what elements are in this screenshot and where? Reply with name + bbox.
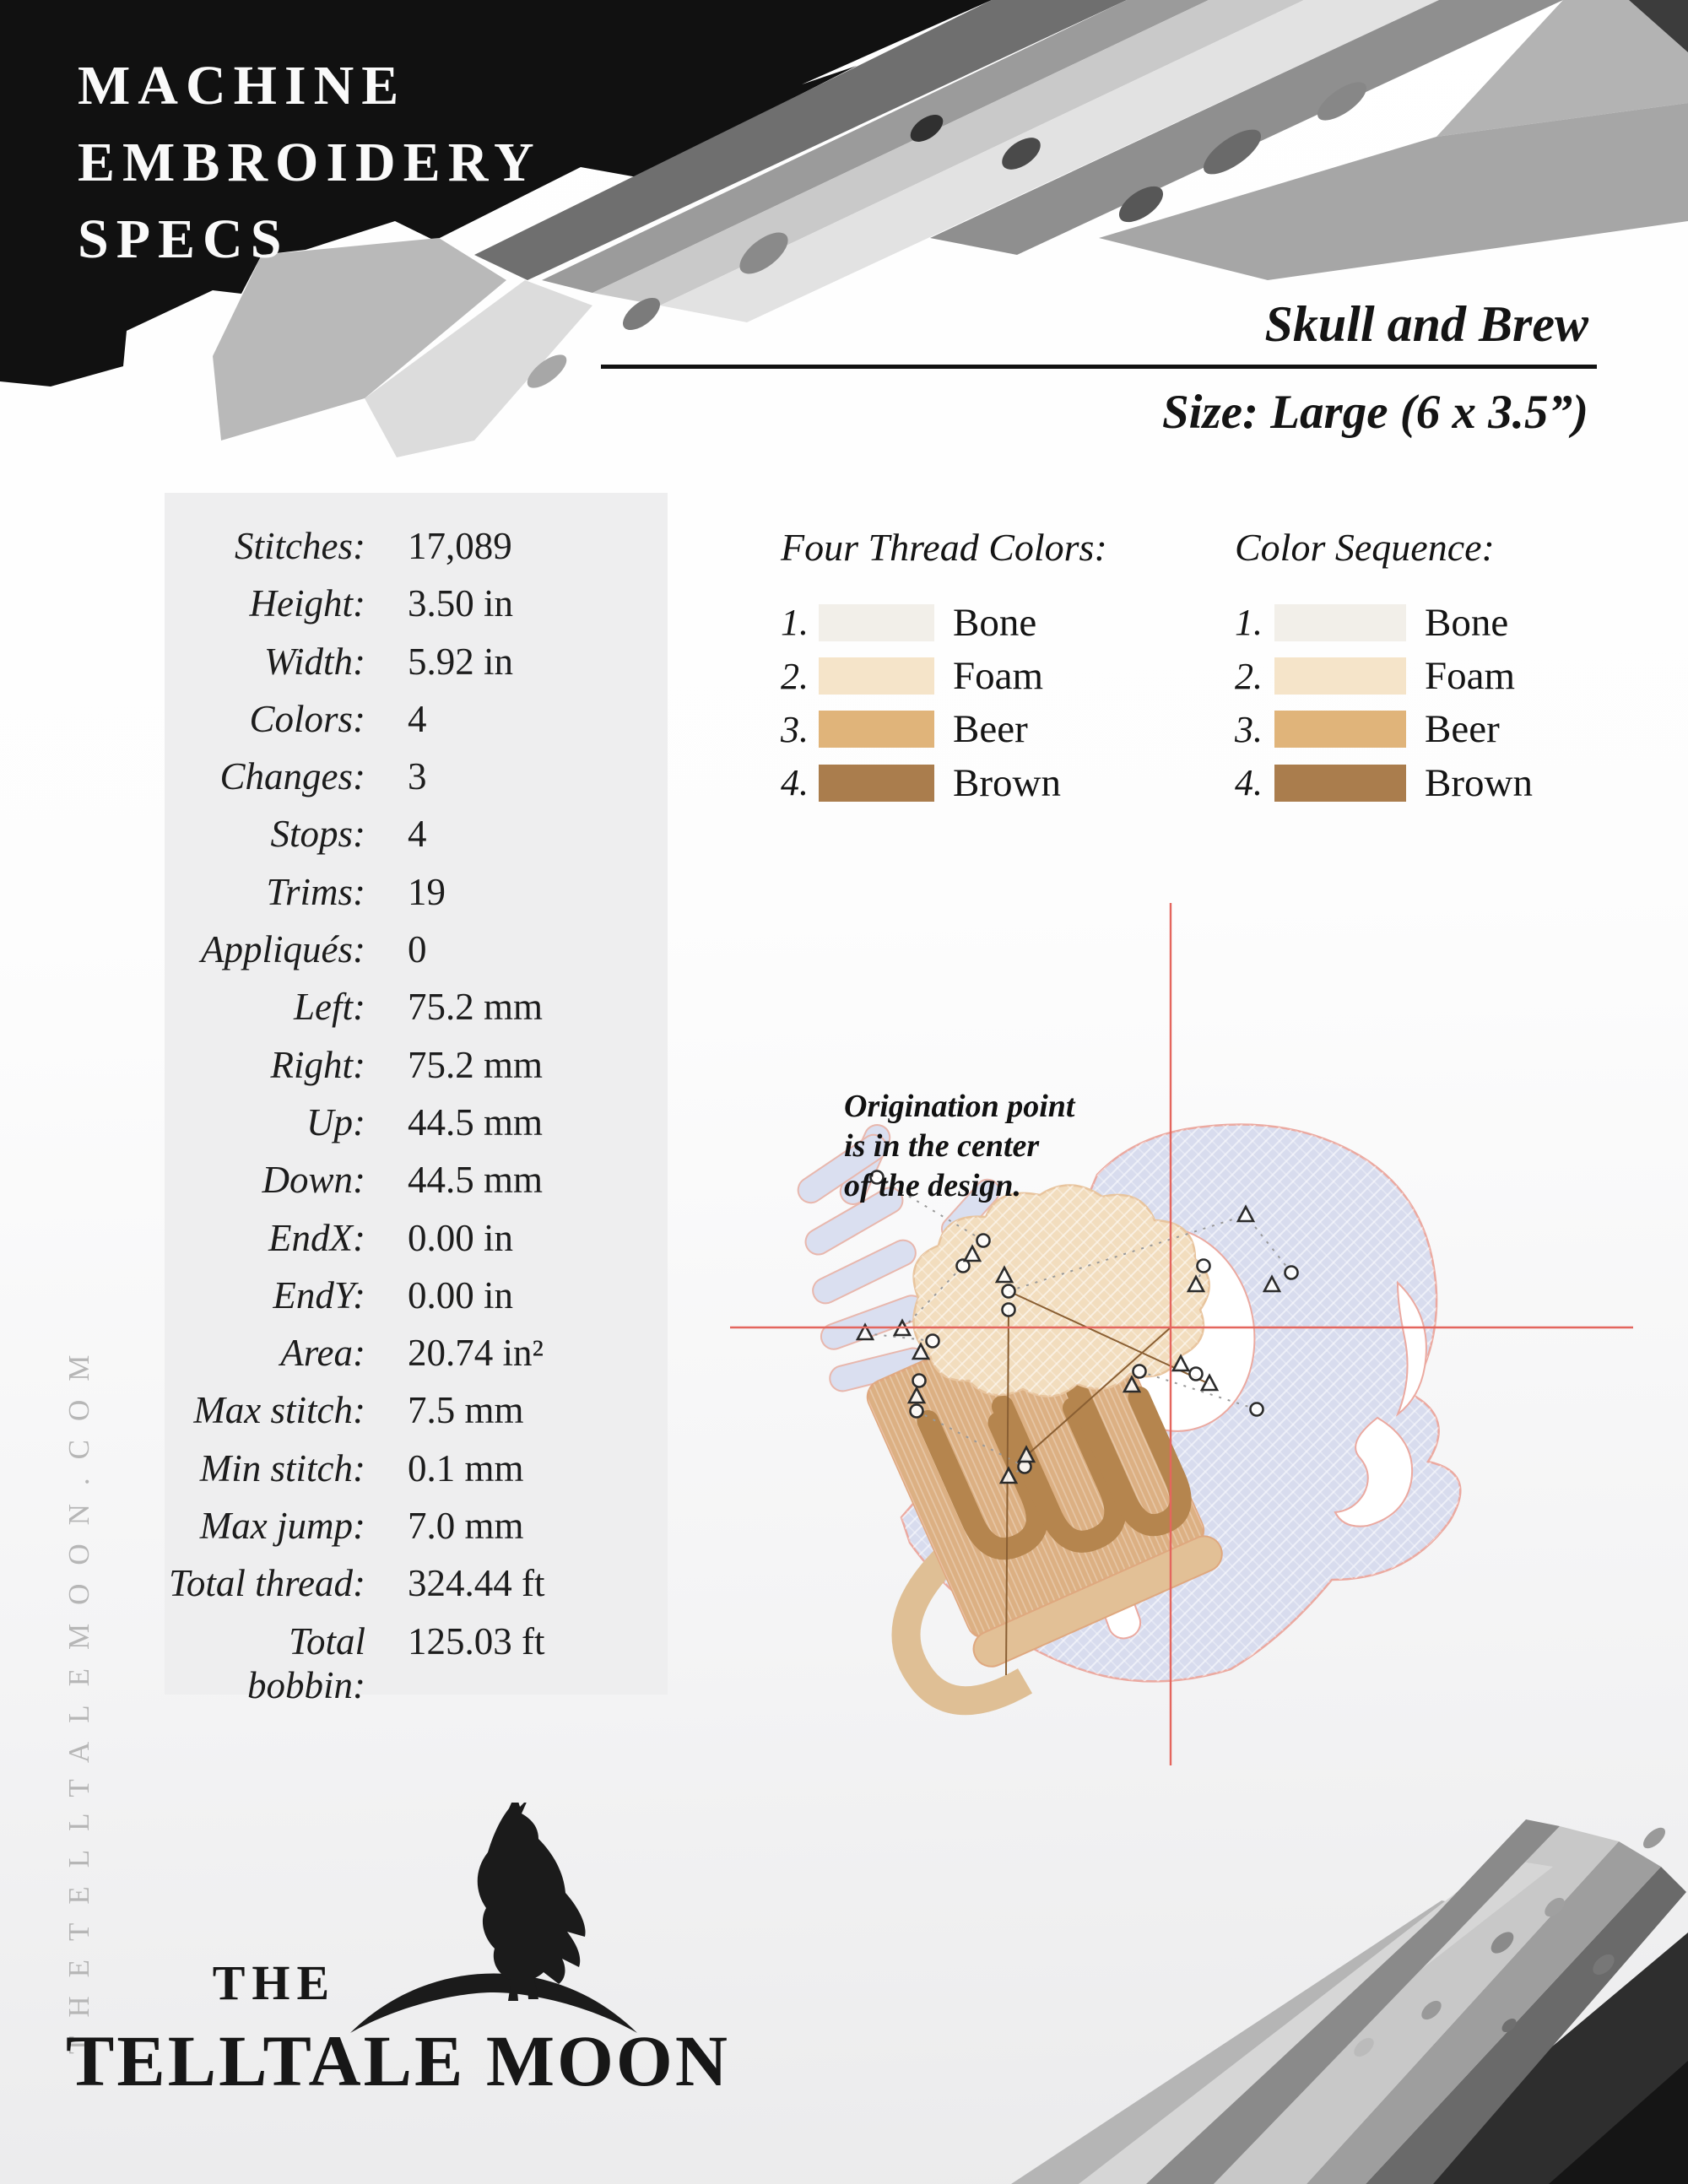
spec-label: Down: bbox=[262, 1159, 365, 1202]
spec-row bbox=[165, 581, 668, 639]
size-label: Size: Large (6 x 3.5”) bbox=[1161, 386, 1588, 439]
color-sequence-item bbox=[1235, 649, 1589, 702]
spec-row bbox=[165, 640, 668, 697]
spec-value: 5.92 in bbox=[408, 640, 514, 683]
spec-value: 75.2 mm bbox=[408, 1043, 544, 1086]
spec-row bbox=[165, 524, 668, 581]
color-name: Foam bbox=[953, 654, 1044, 699]
item-number: 3. bbox=[781, 708, 809, 750]
spec-value: 7.0 mm bbox=[408, 1505, 524, 1548]
spec-row bbox=[165, 1043, 668, 1100]
spec-label: Total bobbin: bbox=[247, 1619, 365, 1706]
color-name: Foam bbox=[1425, 654, 1516, 699]
spec-row bbox=[165, 1100, 668, 1158]
spec-row bbox=[165, 1504, 668, 1561]
spec-value: 3 bbox=[408, 755, 427, 798]
thread-colors-title: Four Thread Colors: bbox=[781, 526, 1107, 569]
spec-value: 4 bbox=[408, 697, 427, 740]
spec-row bbox=[165, 927, 668, 985]
origination-note bbox=[844, 1087, 1074, 1206]
spec-label: EndY: bbox=[273, 1273, 365, 1316]
spec-value: 4 bbox=[408, 813, 427, 856]
item-number: 4. bbox=[1235, 762, 1263, 804]
logo-text-telltale-moon: TELLTALE MOON bbox=[66, 2020, 730, 2101]
item-number: 1. bbox=[781, 602, 809, 644]
thread-color-item bbox=[781, 703, 1135, 756]
page-title-line: SPECS bbox=[78, 208, 289, 270]
spec-label: Stitches: bbox=[235, 525, 365, 567]
spec-label: Trims: bbox=[266, 870, 365, 913]
color-sequence-title: Color Sequence: bbox=[1235, 526, 1495, 569]
spec-value: 20.74 in² bbox=[408, 1332, 544, 1375]
origination-note-line: is in the center bbox=[844, 1128, 1040, 1164]
spec-row bbox=[165, 1273, 668, 1331]
brush-stroke-footer bbox=[962, 1789, 1688, 2184]
thread-color-item bbox=[781, 596, 1135, 649]
page-title-line: EMBROIDERY bbox=[78, 132, 542, 193]
spec-value: 44.5 mm bbox=[408, 1159, 544, 1202]
spec-panel bbox=[165, 493, 668, 1706]
origination-note-line: of the design. bbox=[844, 1168, 1022, 1203]
spec-label: Right: bbox=[270, 1043, 365, 1086]
design-name: Skull and Brew bbox=[1264, 296, 1588, 352]
spec-row bbox=[165, 1331, 668, 1388]
spec-value: 7.5 mm bbox=[408, 1389, 524, 1432]
spec-value: 0 bbox=[408, 928, 427, 971]
color-sequence-item bbox=[1235, 596, 1589, 649]
spec-label: Max stitch: bbox=[193, 1389, 365, 1432]
color-swatch-beer bbox=[819, 711, 934, 748]
color-swatch-bone bbox=[1274, 604, 1406, 641]
color-swatch-bone bbox=[819, 604, 934, 641]
design-preview bbox=[692, 878, 1671, 1772]
spec-value: 3.50 in bbox=[408, 582, 514, 625]
design-name-heading bbox=[491, 297, 1588, 351]
spec-row bbox=[165, 1561, 668, 1619]
spec-value: 19 bbox=[408, 870, 446, 913]
header-divider bbox=[601, 365, 1597, 369]
item-number: 2. bbox=[1235, 655, 1263, 697]
spec-label: Appliqués: bbox=[201, 928, 365, 971]
color-sequence-list bbox=[1235, 596, 1589, 810]
spec-value: 324.44 ft bbox=[408, 1562, 545, 1605]
color-swatch-foam bbox=[819, 657, 934, 695]
item-number: 1. bbox=[1235, 602, 1263, 644]
spec-value: 17,089 bbox=[408, 525, 512, 567]
spec-row bbox=[165, 1158, 668, 1215]
spec-label: Stops: bbox=[270, 813, 365, 856]
spec-value: 125.03 ft bbox=[408, 1619, 545, 1662]
spec-row bbox=[165, 1446, 668, 1504]
color-name: Bone bbox=[953, 600, 1037, 645]
color-sequence-item bbox=[1235, 703, 1589, 756]
spec-row bbox=[165, 754, 668, 812]
color-name: Brown bbox=[953, 760, 1061, 805]
color-name: Brown bbox=[1425, 760, 1533, 805]
brush-fleck bbox=[1640, 1824, 1669, 1852]
spec-label: EndX: bbox=[268, 1216, 365, 1259]
color-name: Beer bbox=[953, 707, 1028, 752]
spec-value: 44.5 mm bbox=[408, 1100, 544, 1143]
color-name: Beer bbox=[1425, 707, 1500, 752]
spec-row bbox=[165, 985, 668, 1042]
spec-label: Left: bbox=[294, 986, 365, 1029]
crow-icon bbox=[478, 1803, 586, 2001]
color-swatch-brown bbox=[819, 765, 934, 802]
thread-colors-list bbox=[781, 596, 1135, 810]
spec-row bbox=[165, 1619, 668, 1706]
spec-row bbox=[165, 1388, 668, 1446]
spec-row bbox=[165, 697, 668, 754]
logo-text-the: THE bbox=[212, 1955, 337, 2010]
color-swatch-brown bbox=[1274, 765, 1406, 802]
thread-color-item bbox=[781, 649, 1135, 702]
color-swatch-beer bbox=[1274, 711, 1406, 748]
spec-value: 0.00 in bbox=[408, 1273, 514, 1316]
spec-label: Width: bbox=[264, 640, 365, 683]
origination-note-line: Origination point bbox=[844, 1089, 1075, 1124]
page-title-line: MACHINE bbox=[78, 55, 407, 116]
spec-row bbox=[165, 870, 668, 927]
spec-row bbox=[165, 812, 668, 869]
color-swatch-foam bbox=[1274, 657, 1406, 695]
item-number: 4. bbox=[781, 762, 809, 804]
spec-label: Changes: bbox=[219, 755, 365, 798]
spec-value: 0.00 in bbox=[408, 1216, 514, 1259]
spec-label: Colors: bbox=[249, 697, 365, 740]
color-name: Bone bbox=[1425, 600, 1509, 645]
thread-color-item bbox=[781, 756, 1135, 809]
item-number: 3. bbox=[1235, 708, 1263, 750]
spec-row bbox=[165, 1216, 668, 1273]
color-sequence-item bbox=[1235, 756, 1589, 809]
spec-value: 0.1 mm bbox=[408, 1446, 524, 1489]
spec-label: Total thread: bbox=[169, 1562, 365, 1605]
telltale-moon-logo-mark bbox=[338, 1803, 650, 2049]
page-title bbox=[78, 47, 542, 278]
spec-value: 75.2 mm bbox=[408, 986, 544, 1029]
item-number: 2. bbox=[781, 655, 809, 697]
spec-label: Min stitch: bbox=[199, 1446, 365, 1489]
website-watermark: THETELLTALEMOON.COM bbox=[62, 1336, 95, 2054]
spec-label: Area: bbox=[280, 1332, 365, 1375]
spec-label: Max jump: bbox=[199, 1505, 365, 1548]
spec-label: Up: bbox=[306, 1100, 365, 1143]
spec-label: Height: bbox=[249, 582, 365, 625]
